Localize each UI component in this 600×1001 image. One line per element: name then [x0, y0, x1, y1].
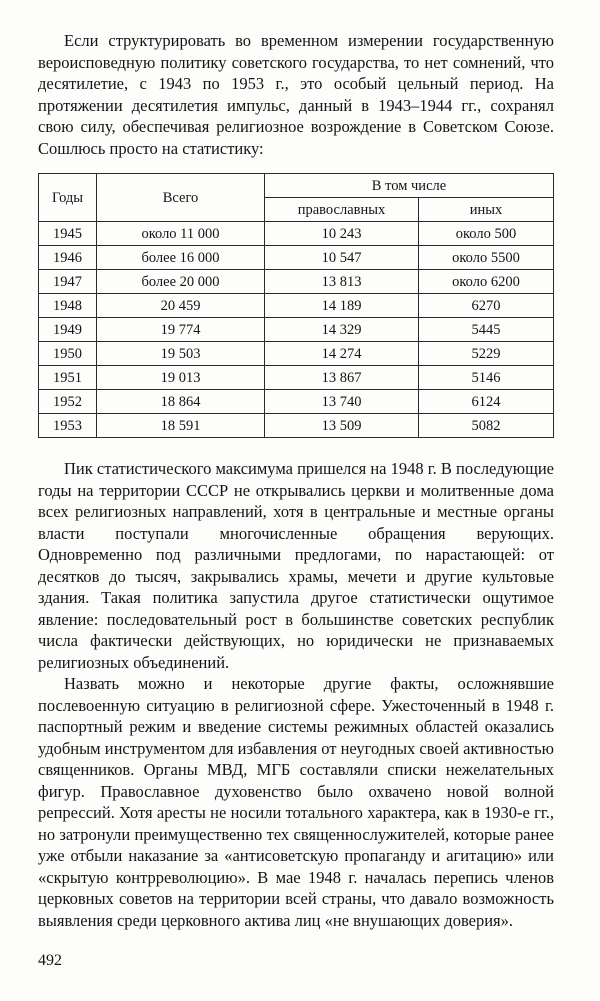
cell-other: 5082 [419, 414, 554, 438]
cell-other: около 5500 [419, 246, 554, 270]
cell-other: 5445 [419, 318, 554, 342]
cell-orthodox: 13 813 [265, 270, 419, 294]
cell-year: 1950 [39, 342, 97, 366]
cell-orthodox: 10 243 [265, 222, 419, 246]
cell-other: около 6200 [419, 270, 554, 294]
cell-year: 1949 [39, 318, 97, 342]
cell-year: 1946 [39, 246, 97, 270]
cell-year: 1951 [39, 366, 97, 390]
cell-total: 18 591 [97, 414, 265, 438]
cell-year: 1952 [39, 390, 97, 414]
paragraph-statistics-peak: Пик статистического максимума пришелся на 1948 г. В последующие годы на территории СССР не открывались церкви и молитвенные дома всех религиозных направлений, хотя в центральные и местные органы власти поступали многочисленные обращения верующих. Одновременно под различными предлогами, по нарастающей: от десятков до тысяч, закрывались храмы, мечети и другие культовые здания. Такая политика запустила другое статистически ощутимое явление: последовательный рост в большинстве советских республик числа фактически действующих, но юридически не признаваемых религиозных объединений. [38, 459, 554, 672]
cell-year: 1948 [39, 294, 97, 318]
header-total: Всего [97, 174, 265, 222]
cell-total: около 11 000 [97, 222, 265, 246]
cell-total: 19 774 [97, 318, 265, 342]
paragraph-other-facts: Назвать можно и некоторые другие факты, осложнявшие послевоенную ситуацию в религиозной сфере. Ужесточенный в 1948 г. паспортный режим и введение системы режимных областей оказались удобным инструментом для избавления от неугодных своей активностью священников. Органы МВД, МГБ составляли списки нежелательных фигур. Православное духовенство было охвачено новой волной репрессий. Хотя аресты не носили тотального характера, как в 1930-е гг., но затронули преимущественно тех священнослужителей, которые ранее уже отбыли наказание за «антисоветскую пропаганду и агитацию» или «скрытую контрреволюцию». В мае 1948 г. началась перепись членов церковных советов на территории всей страны, что давало возможность выявления среди церковного актива лиц «не внушающих доверия». [38, 674, 554, 930]
cell-total: 19 013 [97, 366, 265, 390]
cell-total: 19 503 [97, 342, 265, 366]
cell-total: более 16 000 [97, 246, 265, 270]
header-including: В том числе [265, 174, 554, 198]
page-number: 492 [38, 951, 62, 969]
cell-other: 6270 [419, 294, 554, 318]
header-years: Годы [39, 174, 97, 222]
cell-year: 1945 [39, 222, 97, 246]
table-row [39, 270, 554, 294]
cell-orthodox: 10 547 [265, 246, 419, 270]
cell-orthodox: 14 274 [265, 342, 419, 366]
cell-orthodox: 14 189 [265, 294, 419, 318]
table-row [39, 342, 554, 366]
cell-orthodox: 13 509 [265, 414, 419, 438]
cell-orthodox: 13 740 [265, 390, 419, 414]
table-header-row [39, 174, 554, 198]
cell-year: 1947 [39, 270, 97, 294]
table-row [39, 366, 554, 390]
table-row [39, 222, 554, 246]
cell-other: 5229 [419, 342, 554, 366]
table-row [39, 414, 554, 438]
header-other: иных [419, 198, 554, 222]
cell-total: более 20 000 [97, 270, 265, 294]
cell-orthodox: 14 329 [265, 318, 419, 342]
cell-other: 5146 [419, 366, 554, 390]
statistics-table [38, 173, 554, 438]
cell-other: 6124 [419, 390, 554, 414]
cell-total: 18 864 [97, 390, 265, 414]
cell-other: около 500 [419, 222, 554, 246]
table-row [39, 246, 554, 270]
table-row [39, 318, 554, 342]
cell-total: 20 459 [97, 294, 265, 318]
cell-orthodox: 13 867 [265, 366, 419, 390]
cell-year: 1953 [39, 414, 97, 438]
header-orthodox: православных [265, 198, 419, 222]
paragraph-intro: Если структурировать во временном измерении государственную вероисповедную политику советского государства, то нет сомнений, что десятилетие, с 1943 по 1953 г., это особый цельный период. На протяжении десятилетия импульс, данный в 1943–1944 гг., сохранял свою силу, обеспечивая религиозное возрождение в Советском Союзе. Сошлюсь просто на статистику: [38, 31, 554, 158]
table-row [39, 294, 554, 318]
table-row [39, 390, 554, 414]
